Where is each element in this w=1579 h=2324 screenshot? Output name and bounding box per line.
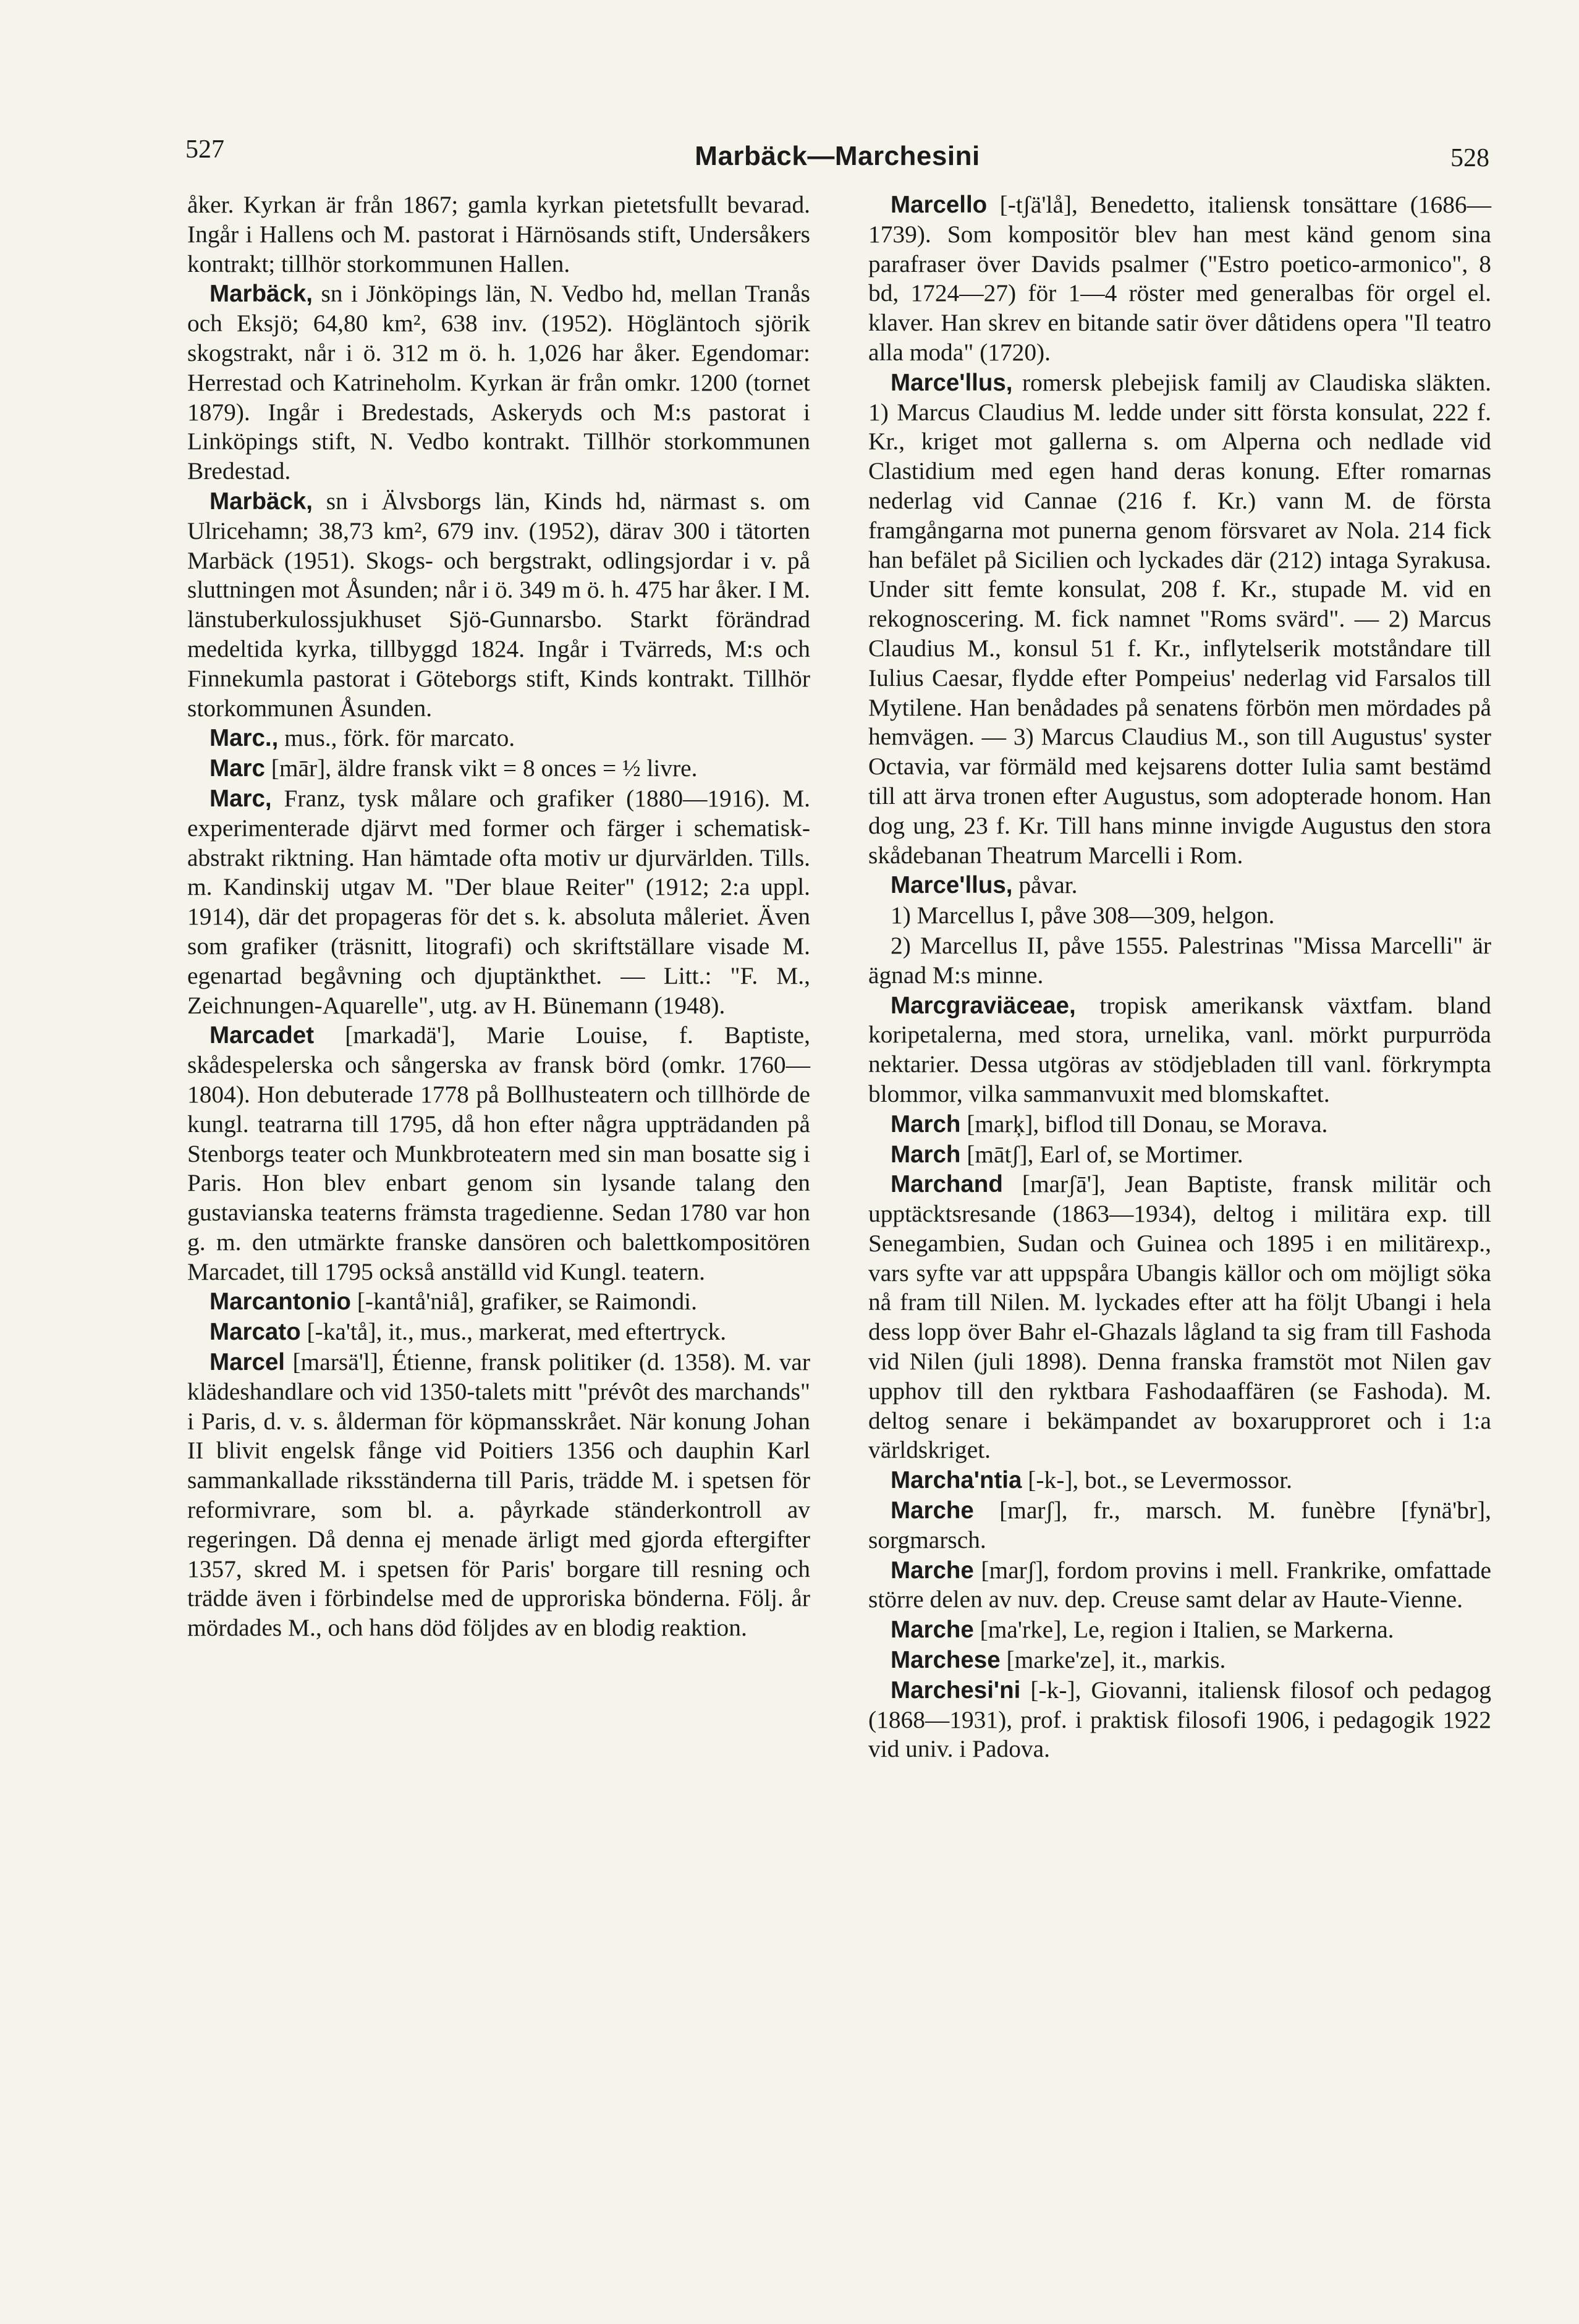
dictionary-entry — [868, 1140, 1491, 1170]
entry-text: sn i Älvsborgs län, Kinds hd, närmast s. om Ulricehamn; 38,73 km², 679 inv. (1952), därav 300 i tätorten Marbäck (1951). Skogs- och bergstrakt, odlingsjordar i v. på sluttningen mot Åsunden; når i ö. 349 m ö. h. 475 har åker. I M. länstuberkulossjukhuset Sjö-Gunnarsbo. Starkt förändrad medeltida kyrka, tillbyggd 1824. Ingår i Tvärreds, M:s och Finnekumla pastorat i Göteborgs stift, Kinds kontrakt. Tillhör storkommunen Åsunden. — [187, 487, 810, 722]
entry-headword: Marce'llus, — [891, 872, 1013, 899]
running-title: Marbäck—Marchesini — [695, 141, 980, 171]
dictionary-entry — [868, 190, 1491, 368]
entry-headword: March — [891, 1110, 961, 1138]
entry-headword: Marchese — [891, 1647, 1001, 1674]
entry-text: [marʃ], fr., marsch. M. funèbre [fynä'br], sorgmarsch. — [868, 1497, 1491, 1553]
entry-text: Franz, tysk målare och grafiker (1880—1916). M. experimenterade djärvt med former och färger i schematisk-abstrakt riktning. Han hämtade ofta motiv ur djurvärlden. Tills. m. Kandinskij utgav M. "Der blaue Reiter" (1912; 2:a uppl. 1914), där det propageras för det s. k. absoluta måleriet. Även som grafiker (träsnitt, litografi) och skriftställare visade M. egenartad begåvning och djuptänkthet. — Litt.: "F. M., Zeichnungen-Aquarelle", utg. av H. Bünemann (1948). — [187, 784, 810, 1019]
dictionary-entry — [868, 901, 1491, 931]
entry-headword: March — [891, 1141, 961, 1168]
entry-headword: Marc — [210, 755, 265, 782]
entry-headword: Marc., — [210, 725, 279, 752]
entry-text: [-tʃä'lå], Benedetto, italiensk tonsättare (1686—1739). Som kompositör blev han mest känd genom sina parafraser över Davids psalmer ("Estro poetico-armonico", 8 bd, 1724—27) för 1—4 röster med generalbas för orgel el. klaver. Han skrev en bitande satir över dåtidens opera "Il teatro alla moda" (1720). — [868, 191, 1491, 366]
entry-headword: Marc, — [210, 785, 272, 812]
page-number-right: 528 — [1450, 144, 1489, 172]
dictionary-entry — [187, 1021, 810, 1287]
entry-text: 1) Marcellus I, påve 308—309, helgon. — [891, 902, 1275, 929]
dictionary-entry — [187, 190, 810, 279]
entry-text: [mātʃ], Earl of, se Mortimer. — [960, 1140, 1243, 1168]
entry-text: [marsä'l], Étienne, fransk politiker (d. 1358). M. var klädeshandlare och vid 1350-talets mitt "prévôt des marchands" i Paris, d. v. s. ålderman för köpmansskrået. När konung Johan II blivit engelsk fånge vid Poitiers 1356 och dauphin Karl sammankallade riksständerna till Paris, trädde M. i spetsen för reformivrare, som bl. a. påyrkade ständerkontroll av regeringen. Då denna ej menade ärligt med gjorda eftergifter 1357, skred M. i spetsen för Paris' borgare till resning och trädde även i förbindelse med de upproriska bönderna. Följ. år mördades M., och hans död följdes av en blodig reaktion. — [187, 1348, 810, 1642]
entry-text: [markadä'], Marie Louise, f. Baptiste, skådespelerska och sångerska av fransk börd (omkr. 1760—1804). Hon debuterade 1778 på Bollhusteatern och tillhörde de kungl. teatrarna till 1795, då hon efter några uppträdanden på Stenborgs teater och Munkbroteatern med sin man bosatte sig i Paris. Hon blev enbart genom sin lysande talang den gustavianska teaterns främsta tragedienne. Sedan 1780 var hon g. m. den utmärkte franske dansören och balettkompositören Marcadet, till 1795 också anställd vid Kungl. teatern. — [187, 1021, 810, 1285]
entry-text: åker. Kyrkan är från 1867; gamla kyrkan pietetsfullt bevarad. Ingår i Hallens och M. pastorat i Härnösands stift, Undersåkers kontrakt; tillhör storkommunen Hallen. — [187, 191, 810, 277]
entry-text: tropisk amerikansk växtfam. bland koripetalerna, med stora, urnelika, vanl. mörkt purpurröda nektarier. Dessa utgöras av stödjebladen till vanl. förkrympta blommor, vilka sammanvuxit med blomskaftet. — [868, 991, 1491, 1107]
dictionary-entry — [187, 1348, 810, 1643]
entry-text: [marke'ze], it., markis. — [1000, 1646, 1226, 1674]
entry-headword: Marche — [891, 1497, 974, 1524]
entry-headword: Marchesi'ni — [891, 1676, 1021, 1704]
entry-text: [ma'rke], Le, region i Italien, se Markerna. — [973, 1616, 1394, 1644]
dictionary-entry — [187, 279, 810, 486]
entry-headword: Marbäck, — [210, 281, 313, 308]
dictionary-entry — [868, 368, 1491, 871]
dictionary-entry — [187, 724, 810, 753]
entry-headword: Marcel — [210, 1349, 285, 1376]
entry-text: 2) Marcellus II, påve 1555. Palestrinas "Missa Marcelli" är ägnad M:s minne. — [868, 931, 1491, 989]
dictionary-entry — [868, 1615, 1491, 1645]
entry-text: [-k-], bot., se Levermossor. — [1022, 1466, 1292, 1494]
dictionary-entry — [187, 1317, 810, 1347]
entry-text: [mār], äldre fransk vikt = 8 onces = ½ livre. — [265, 754, 698, 782]
page-header — [185, 135, 1489, 184]
entry-headword: Marche — [891, 1557, 974, 1584]
entry-headword: Marche — [891, 1616, 974, 1644]
entry-text: [-ka'tå], it., mus., markerat, med eftertryck. — [300, 1318, 727, 1346]
dictionary-entry — [868, 871, 1491, 900]
dictionary-entry — [187, 487, 810, 723]
entry-text: [-k-], Giovanni, italiensk filosof och pedagog (1868—1931), prof. i praktisk filosofi 1906, i pedagogik 1922 vid univ. i Padova. — [868, 1676, 1491, 1763]
entry-text: [marʃā'], Jean Baptiste, fransk militär och upptäcktsresande (1863—1934), deltog i militära exp. till Senegambien, Sudan och Guinea och 1895 i en militärexp., vars syfte var att uppspåra Ubangis källor och om möjligt söka nå fram till Nilen. M. lyckades efter att ha följt Ubangi i hela dess lopp över Bahr el-Ghazals lågland ta sig fram till Fashoda vid Nilen (juli 1898). Denna franska framstöt mot Nilen gav upphov till den ryktbara Fashodaaffären (se Fashoda). M. deltog senare i bekämpandet av boxarupproret och i 1:a världskriget. — [868, 1170, 1491, 1464]
dictionary-entry — [868, 1676, 1491, 1764]
dictionary-entry — [868, 1466, 1491, 1495]
entry-text: mus., förk. för marcato. — [278, 724, 515, 752]
dictionary-entry — [868, 1110, 1491, 1139]
dictionary-entry — [868, 991, 1491, 1109]
entry-headword: Marcantonio — [210, 1288, 351, 1316]
entry-text: sn i Jönköpings län, N. Vedbo hd, mellan Tranås och Eksjö; 64,80 km², 638 inv. (1952). Högläntoch sjörik skogstrakt, når i ö. 312 m ö. h. 1,026 har åker. Egendomar: Herrestad och Katrineholm. Kyrkan är från omkr. 1200 (tornet 1879). Ingår i Bredestads, Askeryds och M:s pastorat i Linköpings stift, N. Vedbo kontrakt. Tillhör storkommunen Bredestad. — [187, 280, 810, 485]
entry-text: romersk plebejisk familj av Claudiska släkten. 1) Marcus Claudius M. ledde under sitt första konsulat, 222 f. Kr., kriget mot gallerna s. om Alperna och nedlade vid Clastidium med egen hand deras konung. Efter romarnas nederlag vid Cannae (216 f. Kr.) vann M. de första framgångarna mot punerna genom försvaret av Nola. 214 fick han befälet på Sicilien och lyckades där (212) intaga Syrakusa. Under sitt femte konsulat, 208 f. Kr., stupade M. vid en rekognoscering. M. fick namnet "Roms svärd". — 2) Marcus Claudius M., konsul 51 f. Kr., inflytelserik motståndare till Iulius Caesar, flydde efter Pompeius' nederlag vid Farsalos till Mytilene. Han benådades på senatens förbön men mördades på hemvägen. — 3) Marcus Claudius M., son till Augustus' syster Octavia, var förmäld med kejsarens dotter Iulia samt bestämd till att ärva tronen efter Augustus, som adopterade honom. Han dog ung, 23 f. Kr. Till hans minne invigde Augustus den stora skådebanan Theatrum Marcelli i Rom. — [868, 368, 1491, 869]
entry-headword: Marcato — [210, 1319, 301, 1346]
entry-headword: Marchand — [891, 1171, 1003, 1198]
dictionary-entry — [187, 784, 810, 1020]
dictionary-entry — [868, 1496, 1491, 1555]
entry-text: [-kantå'niå], grafiker, se Raimondi. — [350, 1288, 697, 1316]
entry-headword: Marcha'ntia — [891, 1467, 1022, 1494]
dictionary-entry — [868, 1646, 1491, 1675]
dictionary-entry — [868, 1556, 1491, 1615]
dictionary-entry — [187, 1287, 810, 1317]
entry-headword: Marbäck, — [210, 488, 313, 515]
entry-text: påvar. — [1012, 871, 1078, 899]
entry-headword: Marcadet — [210, 1022, 315, 1049]
left-column — [187, 190, 810, 1644]
entry-text: [marʃ], fordom provins i mell. Frankrike, omfattade större delen av nuv. dep. Creuse samt delar av Haute-Vienne. — [868, 1556, 1491, 1613]
entry-headword: Marcello — [891, 192, 988, 218]
page-number-left: 527 — [185, 135, 224, 164]
dictionary-entry — [187, 754, 810, 784]
entry-headword: Marce'llus, — [891, 369, 1013, 396]
entry-text: [marķ], biflod till Donau, se Morava. — [960, 1110, 1328, 1138]
entry-headword: Marcgraviäceae, — [891, 992, 1076, 1019]
dictionary-entry — [868, 1170, 1491, 1465]
right-column — [868, 190, 1491, 1765]
dictionary-entry — [868, 931, 1491, 991]
